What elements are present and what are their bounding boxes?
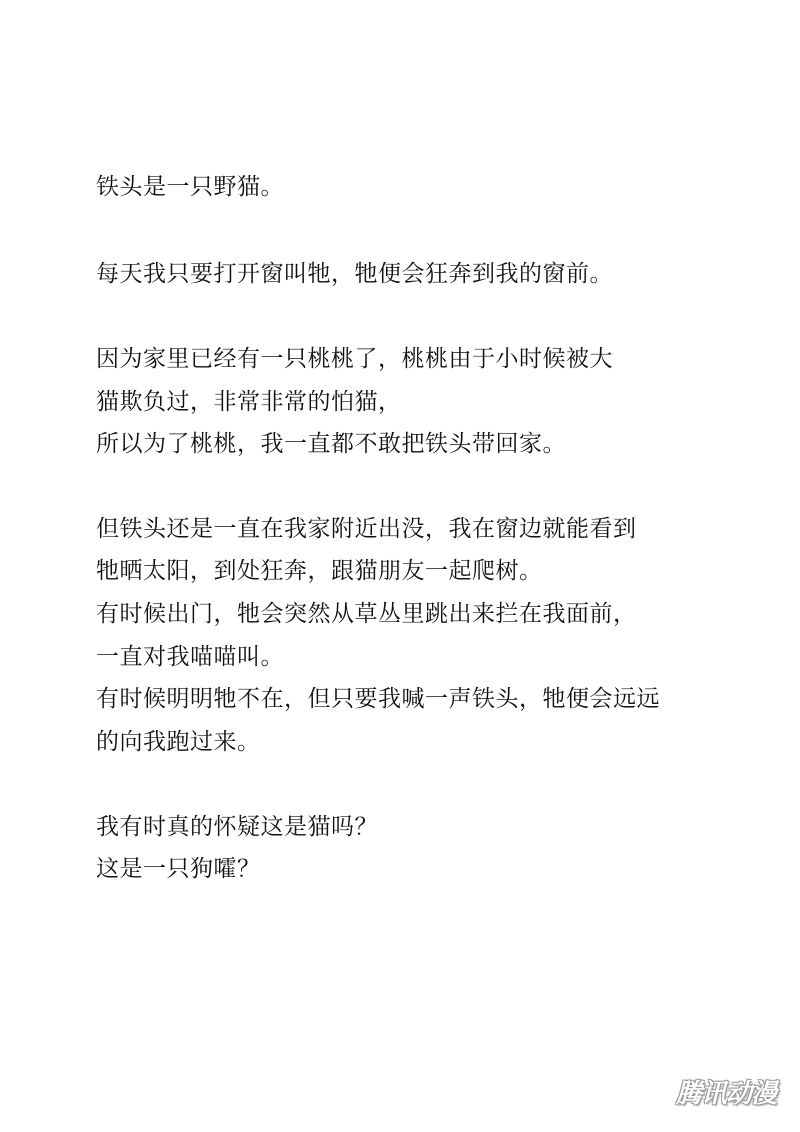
text-line: 的向我跑过来。	[96, 729, 261, 755]
text-line: 猫欺负过，非常非常的怕猫，	[96, 389, 402, 415]
text-line: 但铁头还是一直在我家附近出没，我在窗边就能看到	[96, 516, 637, 542]
text-line: 因为家里已经有一只桃桃了，桃桃由于小时候被大	[96, 346, 613, 372]
text-line: 这是一只狗嚯？	[96, 856, 261, 882]
text-line: 铁头是一只野猫。	[96, 174, 284, 200]
text-line: 所以为了桃桃，我一直都不敢把铁头带回家。	[96, 431, 566, 457]
text-line: 一直对我喵喵叫。	[96, 644, 284, 670]
text-line: 有时候明明牠不在，但只要我喊一声铁头，牠便会远远	[96, 686, 660, 712]
text-line: 有时候出门，牠会突然从草丛里跳出来拦在我面前，	[96, 601, 637, 627]
text-line: 我有时真的怀疑这是猫吗？	[96, 814, 378, 840]
tencent-comic-watermark: 腾讯动漫	[675, 1079, 776, 1109]
text-line: 牠晒太阳，到处狂奔，跟猫朋友一起爬树。	[96, 558, 543, 584]
text-line: 每天我只要打开窗叫牠，牠便会狂奔到我的窗前。	[96, 261, 613, 287]
